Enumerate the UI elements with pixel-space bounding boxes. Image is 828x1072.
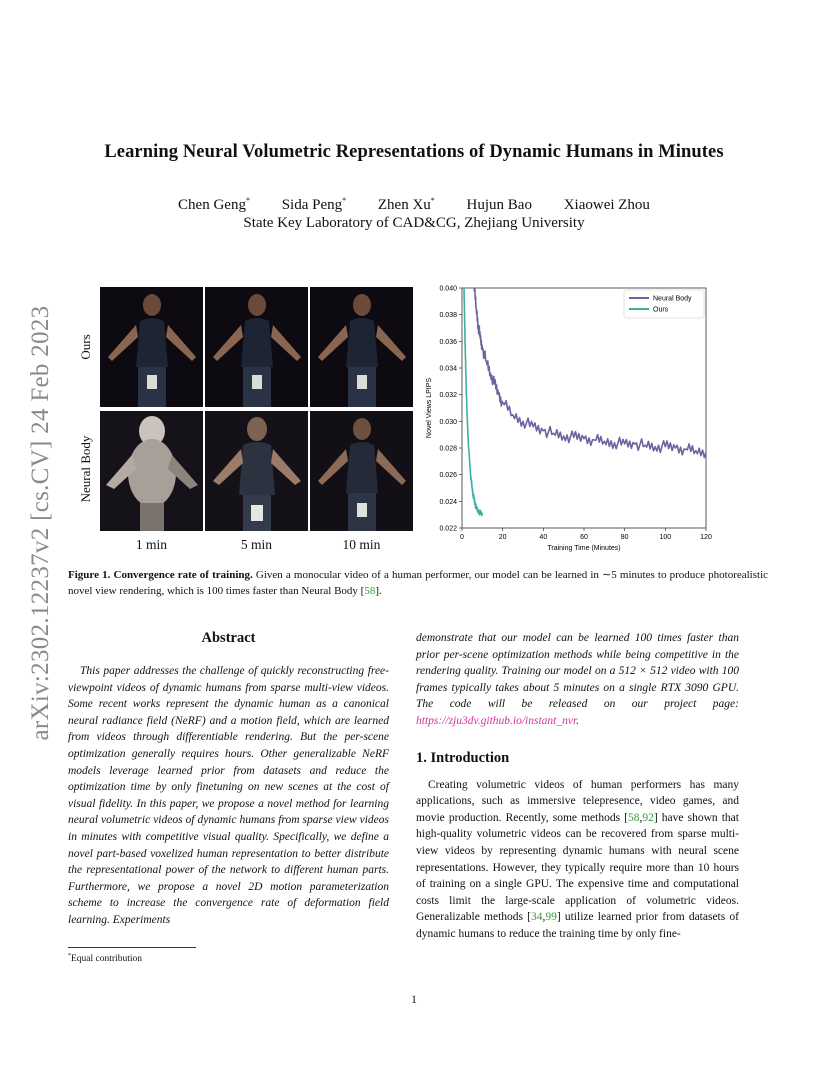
author-list: [0, 196, 828, 214]
lpips-chart: [420, 280, 720, 555]
x-axis-label: Training Time (Minutes): [547, 545, 621, 552]
legend: [624, 290, 704, 318]
y-tick-label: 0.034: [439, 365, 457, 373]
image-neural-body-1min: [100, 411, 203, 531]
y-tick-label: 0.024: [439, 498, 457, 506]
page-number: 1: [411, 992, 417, 1006]
legend-label-ours: Ours: [653, 306, 669, 314]
figure-caption: Figure 1. Convergence rate of training. Given a monocular video of a human performer, our model can be learned in ∼5 minutes to produce photorealistic novel view rendering, which is 100 times faster than Neural Body [58].: [68, 569, 769, 597]
author-5: Xiaowei Zhou: [563, 197, 650, 213]
right-column: [416, 630, 739, 943]
arxiv-stamp: [22, 286, 60, 760]
author-1: Chen Geng*: [178, 196, 250, 213]
col-label-10min: 10 min: [342, 537, 381, 552]
x-tick-label: 40: [539, 534, 548, 541]
y-tick-label: 0.030: [439, 418, 457, 426]
caption-citation-link[interactable]: 58: [364, 584, 376, 597]
author-3: Zhen Xu*: [377, 196, 435, 213]
introduction-text: Creating volumetric videos of human performers has many applications, such as immersive telepresence, video games, and movie production. Recently, some methods [58,92] have shown that high-quality volumetric videos can be recovered from sparse multi-view videos by representing dynamic humans with neural scene representations. However, they typically require more than 10 hours of training on a single GPU. The expensive time and computational costs limit the large-scale application of volumetric videos. Generalizable methods [34,99] utilize learned prior from datasets of dynamic humans to reduce the training time by only fine-: [416, 778, 739, 940]
footnote: *Equal contribution: [68, 953, 142, 965]
x-axis-ticks: [460, 528, 712, 541]
image-neural-body-5min: [205, 411, 308, 531]
x-tick-label: 0: [460, 534, 464, 541]
paper-title: Learning Neural Volumetric Representations of Dynamic Humans in Minutes: [104, 142, 724, 162]
citation-link[interactable]: 99: [545, 911, 557, 924]
x-tick-label: 80: [620, 534, 629, 541]
citation-link[interactable]: 58: [628, 811, 640, 824]
image-ours-10min: [310, 287, 413, 407]
x-tick-label: 20: [498, 534, 507, 541]
y-axis-label: Novel Views LPIPS: [426, 377, 433, 439]
y-tick-label: 0.026: [439, 472, 457, 480]
arxiv-stamp-text: arXiv:2302.12237v2 [cs.CV] 24 Feb 2023: [27, 305, 54, 741]
left-column: [68, 630, 389, 929]
y-tick-label: 0.036: [439, 338, 457, 346]
plot-frame: [462, 288, 706, 528]
x-tick-label: 120: [700, 534, 712, 541]
footnote-rule: [68, 947, 196, 948]
image-neural-body-10min: [310, 411, 413, 531]
author-2: Sida Peng*: [281, 196, 347, 213]
author-4: Hujun Bao: [466, 197, 532, 213]
project-page-link[interactable]: https://zju3dv.github.io/instant_nvr: [416, 714, 577, 727]
caption-label: Figure 1.: [68, 569, 111, 581]
y-tick-label: 0.040: [439, 285, 457, 293]
introduction-heading: 1. Introduction: [416, 749, 510, 766]
image-ours-1min: [100, 287, 203, 407]
legend-label-neural-body: Neural Body: [653, 295, 692, 303]
series-lines: [464, 288, 706, 516]
row-label-ours: Ours: [78, 334, 93, 360]
y-tick-label: 0.038: [439, 312, 457, 320]
affiliation: State Key Laboratory of CAD&CG, Zhejiang University: [243, 215, 585, 231]
citation-link[interactable]: 92: [642, 811, 654, 824]
y-tick-label: 0.022: [439, 525, 457, 533]
citation-link[interactable]: 34: [530, 911, 543, 924]
y-tick-label: 0.032: [439, 392, 457, 400]
col-label-1min: 1 min: [135, 537, 168, 552]
caption-title: Convergence rate of training.: [113, 569, 253, 581]
y-tick-label: 0.028: [439, 445, 457, 453]
x-tick-label: 100: [659, 534, 672, 541]
x-tick-label: 60: [580, 534, 588, 541]
abstract-heading: Abstract: [201, 630, 256, 646]
col-label-5min: 5 min: [240, 537, 273, 552]
abstract-continued: demonstrate that our model can be learned 100 times faster than prior per-scene optimization methods while being competitive in the rendering quality. Training our model on a 512 × 512 video with 100 frames typically takes about 5 minutes on a single RTX 3090 GPU. The code will be released on our project page: https://zju3dv.github.io/instant_nvr.: [416, 632, 739, 727]
image-ours-5min: [205, 287, 308, 407]
abstract-text: This paper addresses the challenge of quickly reconstructing free-viewpoint videos of dynamic humans from sparse multi-view videos. Some recent works represent the dynamic human as a canonical neural radiance field (NeRF) and a motion field, which are learned from videos through differentiable rendering. But the per-scene optimization generally requires hours. Other generalizable NeRF models leverage learned prior from datasets and reduce the optimization time by only finetuning on new scenes at the cost of visual fidelity. In this paper, we propose a novel method for learning neural volumetric videos of dynamic humans from sparse view videos in minutes with competitive visual quality. Specifically, we define a novel part-based voxelized human representation to better distribute the representational power of the network to different human parts. Furthermore, we propose a novel 2D motion parameterization scheme to increase the convergence rate of deformation field learning. Experiments: [68, 665, 389, 926]
row-label-neural-body: Neural Body: [78, 435, 93, 503]
series-line-ours: [464, 288, 482, 516]
y-axis-ticks: [439, 286, 462, 533]
figure-image-grid: [72, 287, 417, 557]
